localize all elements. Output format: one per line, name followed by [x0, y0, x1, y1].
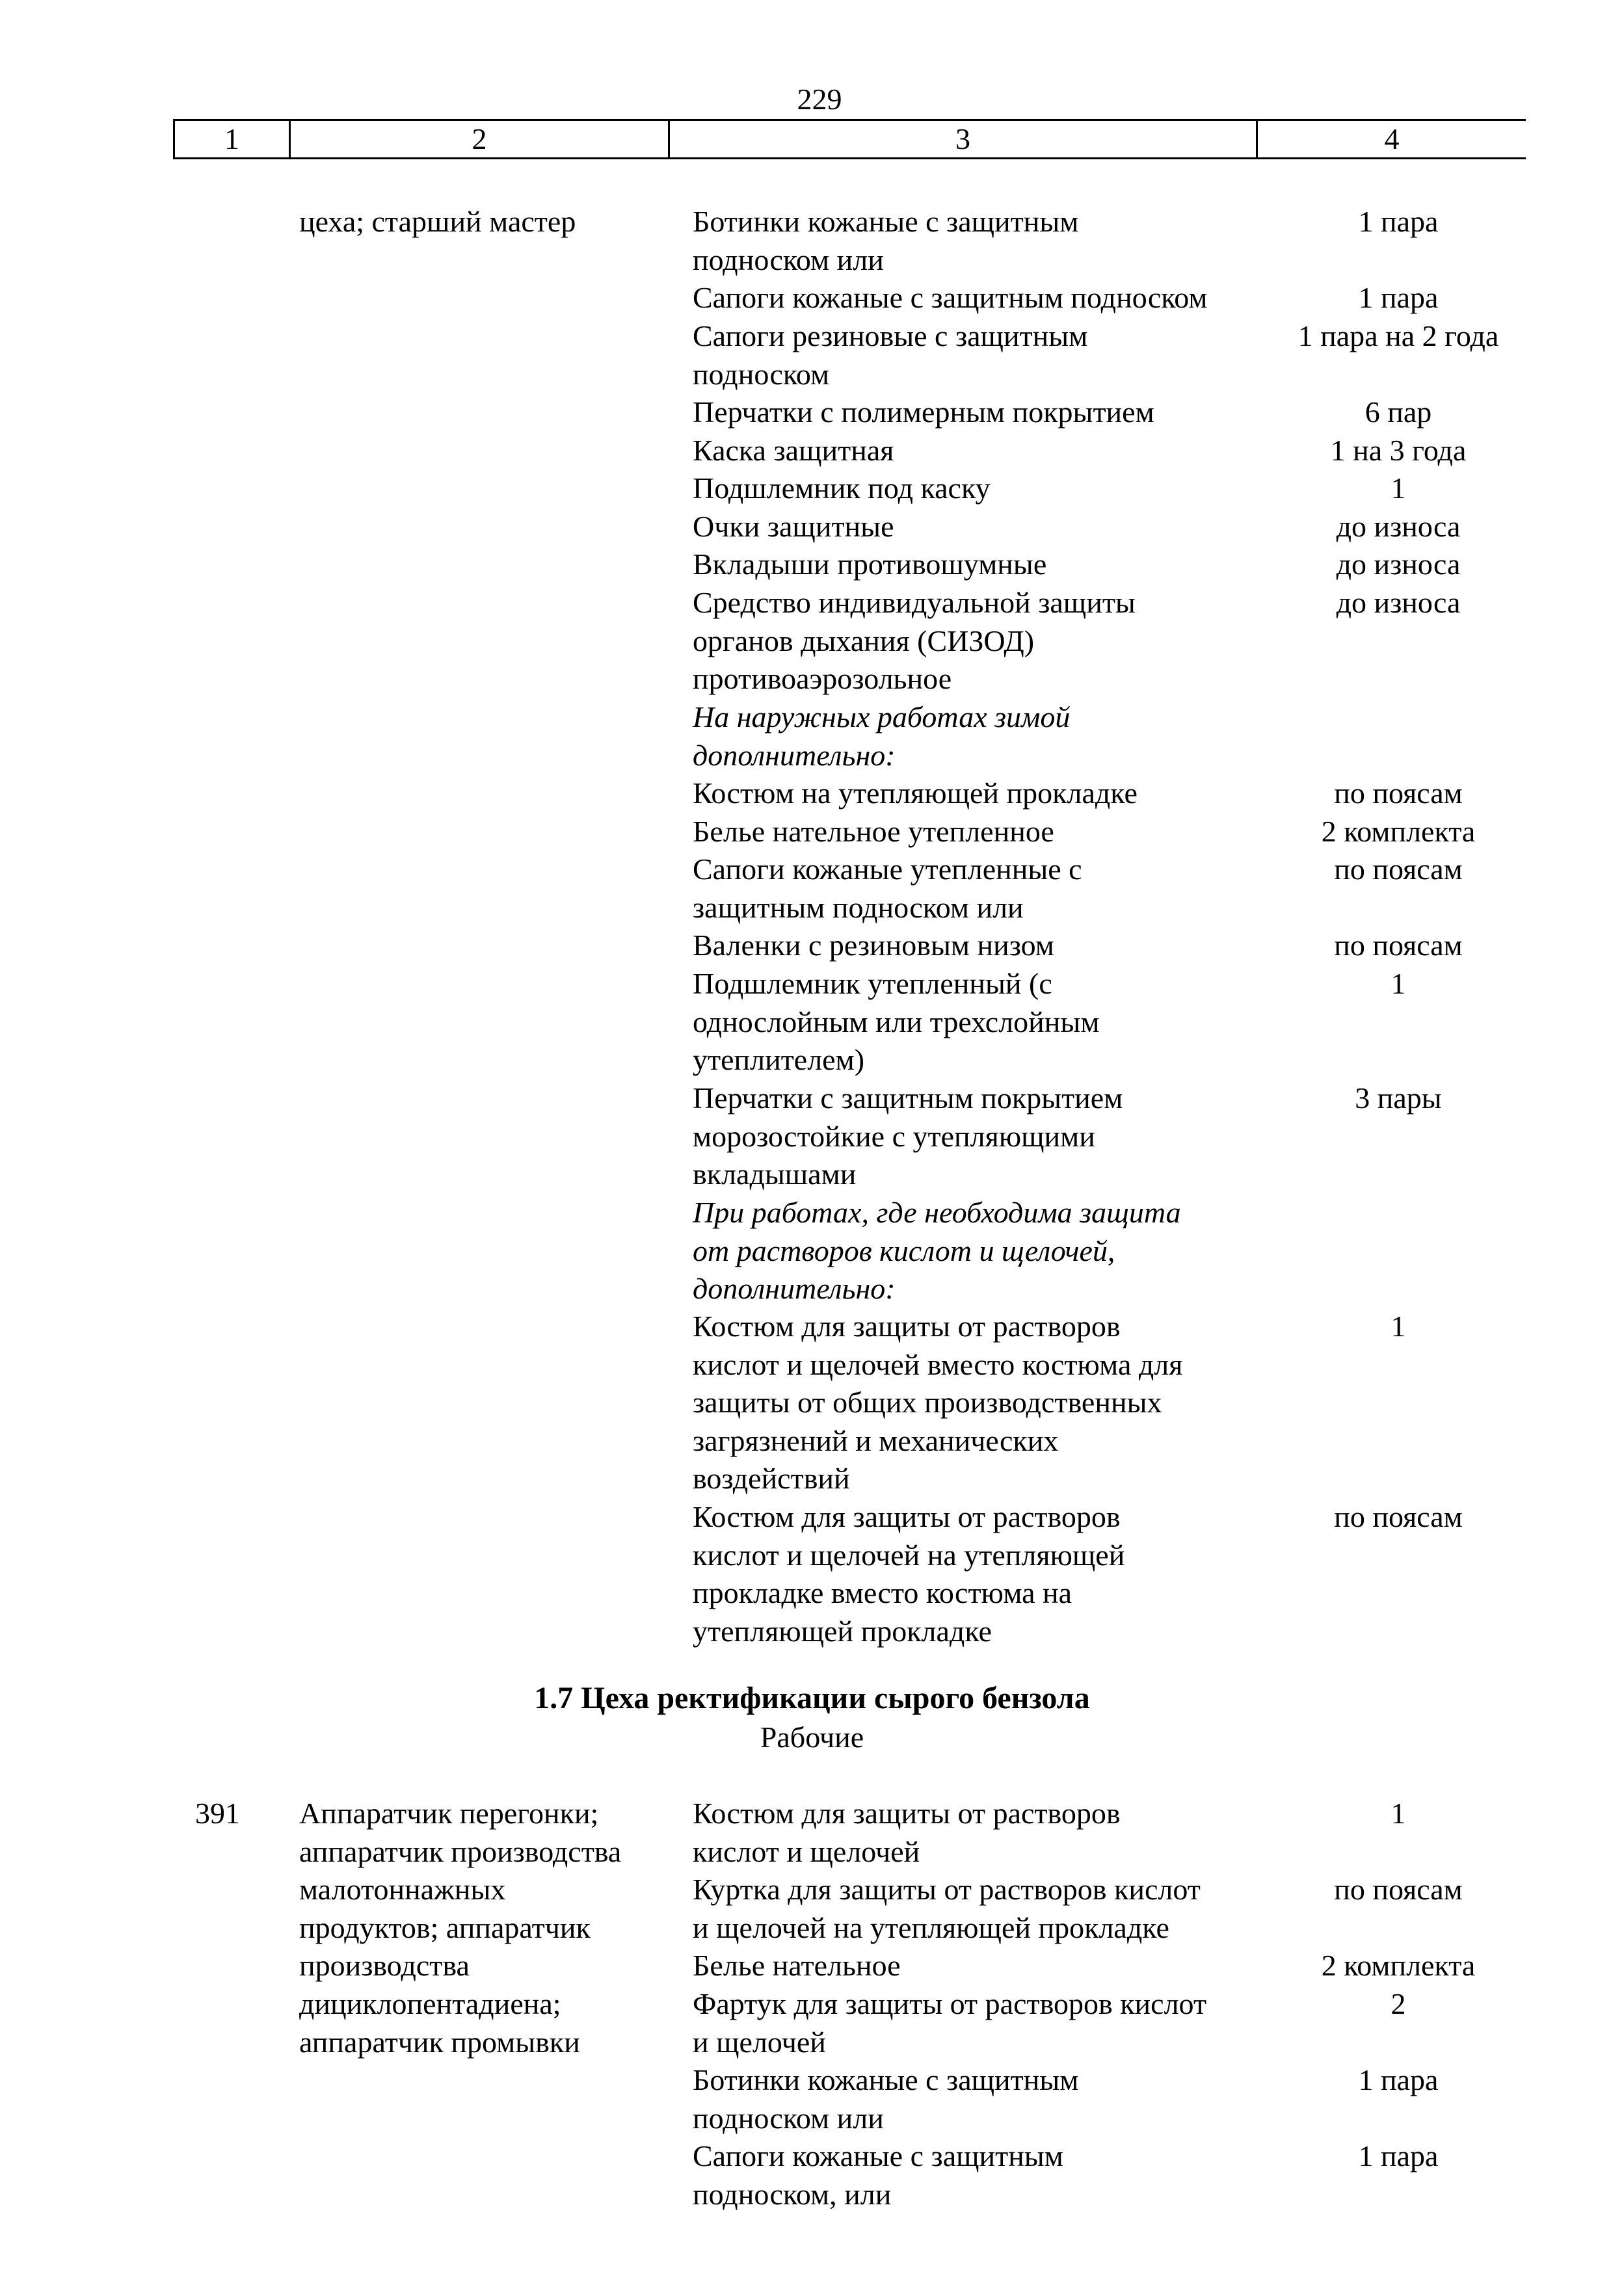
item-name: Сапоги кожаные с защитным подноском, или: [693, 2139, 1063, 2211]
item-name: Ботинки кожаные с защитным подноском или: [693, 205, 1079, 276]
item-norm: по поясам: [1334, 852, 1463, 886]
section-title: 1.7 Цеха ректификации сырого бензола: [534, 1681, 1090, 1715]
item-name: Каска защитная: [693, 434, 894, 467]
item-norm: 3 пары: [1355, 1081, 1442, 1115]
header-cell-4: 4: [1384, 122, 1400, 155]
section-note-winter: На наружных работах зимой дополнительно:: [693, 700, 1071, 772]
item-norm: 1 пара: [1358, 281, 1439, 314]
item-name: Средство индивидуальной защиты органов дыхания (СИЗОД) противоаэрозольное: [693, 586, 1136, 696]
item-name: Костюм для защиты от растворов кислот и щелочей вместо костюма для защиты от общих производственных загрязнений и механических воздействий: [693, 1310, 1183, 1496]
item-name: Очки защитные: [693, 510, 894, 543]
row-number: 391: [195, 1797, 240, 1830]
item-name: Костюм на утепляющей прокладке: [693, 776, 1138, 810]
page-number: 229: [797, 83, 842, 116]
header-cell-2: 2: [472, 122, 487, 155]
profession-cell: цеха; старший мастер: [299, 205, 576, 238]
header-cell-1: 1: [224, 122, 239, 155]
item-name: Сапоги кожаные с защитным подноском: [693, 281, 1208, 314]
item-name: Ботинки кожаные с защитным подноском или: [693, 2063, 1079, 2135]
profession-cell: Аппаратчик перегонки; аппаратчик производства малотоннажных продуктов; аппаратчик производства дициклопентадиена; аппаратчик промывки: [299, 1797, 622, 2059]
item-norm: по поясам: [1334, 776, 1463, 810]
item-norm: 1 пара на 2 года: [1298, 319, 1499, 352]
item-name: Перчатки с полимерным покрытием: [693, 395, 1154, 429]
item-norm: по поясам: [1334, 1500, 1463, 1533]
item-name: Перчатки с защитным покрытием морозостойкие с утепляющими вкладышами: [693, 1081, 1123, 1191]
item-name: Костюм для защиты от растворов кислот и щелочей: [693, 1797, 1121, 1868]
item-norm: до износа: [1336, 548, 1461, 581]
item-name: Костюм для защиты от растворов кислот и щелочей на утепляющей прокладке вместо костюма на утепляющей прокладке: [693, 1500, 1125, 1648]
header-cell-3: 3: [955, 122, 970, 155]
item-norm: 1 пара: [1358, 2139, 1439, 2172]
item-name: Белье нательное: [693, 1949, 901, 1982]
item-name: Подшлемник утепленный (с однослойным или трехслойным утеплителем): [693, 967, 1100, 1077]
item-norm: 2 комплекта: [1321, 1949, 1476, 1982]
section-subtitle: Рабочие: [760, 1721, 864, 1754]
item-norm: 1: [1391, 471, 1406, 505]
item-norm: по поясам: [1334, 929, 1463, 962]
item-name: Валенки с резиновым низом: [693, 929, 1054, 962]
item-norm: 1 на 3 года: [1330, 434, 1467, 467]
item-norm: по поясам: [1334, 1873, 1463, 1906]
item-norm: 2: [1391, 1987, 1406, 2020]
item-norm: 2 комплекта: [1321, 815, 1476, 848]
item-norm: 1 пара: [1358, 2063, 1439, 2096]
section-note-acids: При работах, где необходима защита от растворов кислот и щелочей, дополнительно:: [693, 1196, 1181, 1306]
column-header-row: [173, 119, 1526, 159]
item-norm: 1: [1391, 967, 1406, 1000]
item-norm: 1: [1391, 1797, 1406, 1830]
item-name: Вкладыши противошумные: [693, 548, 1047, 581]
item-name: Сапоги резиновые с защитным подноском: [693, 319, 1088, 391]
item-norm: 6 пар: [1364, 395, 1432, 429]
item-name: Сапоги кожаные утепленные с защитным подноском или: [693, 852, 1082, 924]
item-name: Белье нательное утепленное: [693, 815, 1054, 848]
item-norm: до износа: [1336, 510, 1461, 543]
item-norm: 1 пара: [1358, 205, 1439, 238]
item-name: Подшлемник под каску: [693, 471, 991, 505]
item-norm: до износа: [1336, 586, 1461, 619]
item-name: Куртка для защиты от растворов кислот и щелочей на утепляющей прокладке: [693, 1873, 1201, 1944]
item-name: Фартук для защиты от растворов кислот и щелочей: [693, 1987, 1207, 2059]
item-norm: 1: [1391, 1310, 1406, 1343]
